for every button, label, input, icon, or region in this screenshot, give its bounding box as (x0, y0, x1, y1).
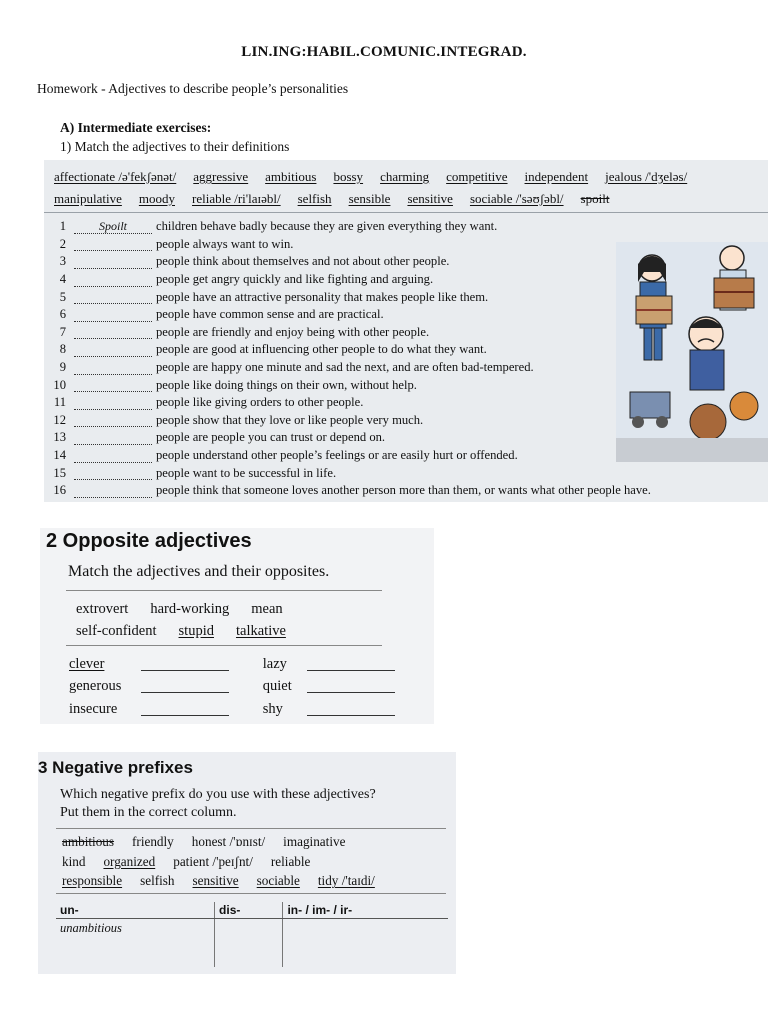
word-spoilt-crossed: spoilt (580, 191, 610, 206)
instruction-line: Which negative prefix do you use with these adjectives? (60, 787, 376, 802)
exercise-1-instruction: 1) Match the adjectives to their definitions (60, 139, 290, 154)
spoilt-children-illustration (616, 242, 768, 462)
sentence-text: people are friendly and enjoy being with other people. (156, 324, 430, 339)
word-tidy: tidy /'taɪdi/ (317, 873, 375, 889)
sentence-number: 12 (53, 412, 66, 427)
word-bank (76, 598, 286, 642)
prefix-table-row (56, 919, 448, 968)
sentence-number: 15 (53, 465, 66, 480)
sentence-text: children behave badly because they are given everything they want. (156, 219, 498, 234)
document-title: LIN.ING:HABIL.COMUNIC.INTEGRAD. (241, 44, 527, 60)
answer-blank[interactable] (141, 658, 229, 671)
answer-blank[interactable] (74, 484, 152, 498)
sentence-text: people like doing things on their own, without help. (156, 377, 417, 392)
instruction-line: Put them in the correct column. (60, 805, 237, 820)
answer-blank[interactable] (74, 413, 152, 427)
answer-blank[interactable] (141, 680, 229, 693)
word-patient: patient /'peɪʃnt/ (173, 853, 253, 869)
word-ambitious: ambitious (265, 169, 317, 184)
word-extrovert: extrovert (76, 601, 129, 617)
answer-blank[interactable] (307, 658, 395, 671)
word-bossy: bossy (333, 169, 364, 184)
divider (44, 212, 768, 213)
word-ambitious-crossed: ambitious (62, 834, 115, 849)
sentence-number: 4 (59, 272, 66, 287)
answer-blank[interactable] (307, 680, 395, 693)
prefix-table-header (56, 902, 448, 919)
word-self-confident: self-confident (76, 623, 157, 639)
sentence-text: people want to be successful in life. (156, 465, 337, 480)
section-a-heading: A) Intermediate exercises: (60, 120, 212, 135)
sentence-number: 8 (59, 342, 66, 357)
answer-blank[interactable] (74, 325, 152, 339)
word-bank-row (62, 871, 375, 891)
word-selfish: selfish (140, 873, 175, 889)
exercise-3-heading: 3 Negative prefixes (38, 758, 193, 777)
answer-blank[interactable] (307, 703, 395, 716)
sentence-number: 16 (53, 483, 66, 498)
cell-in-im-ir[interactable] (283, 919, 448, 968)
word-imaginative: imaginative (283, 834, 346, 849)
sentence-text: people get angry quickly and like fighting and arguing. (156, 272, 434, 287)
word-selfish: selfish (297, 191, 332, 206)
word-affectionate: affectionate /ə'fekʃənət/ (54, 169, 177, 184)
word-bank-row (62, 852, 375, 872)
word-moody: moody (138, 191, 175, 206)
sentence-number: 9 (59, 360, 66, 375)
word-bank-row (62, 832, 375, 852)
word-bank-row (54, 166, 768, 188)
word-stupid: stupid (178, 623, 214, 639)
opposite-pairs (69, 653, 429, 721)
exercise-3-instruction (60, 786, 376, 822)
word-mean: mean (251, 601, 283, 617)
sentence-number: 3 (59, 254, 66, 269)
word-kind: kind (62, 853, 86, 869)
cell-un[interactable]: unambitious (56, 919, 215, 968)
pair-row (69, 653, 429, 676)
pair-row (69, 698, 429, 721)
sentence-number: 7 (59, 324, 66, 339)
word-aggressive: aggressive (193, 169, 249, 184)
word-sociable: sociable (256, 873, 300, 889)
sentence-number: 5 (59, 289, 66, 304)
answer-blank[interactable] (74, 449, 152, 463)
word-reliable: reliable /ri'laɪəbl/ (192, 191, 281, 206)
sentence-text: people have common sense and are practical. (156, 307, 384, 322)
answer-blank[interactable] (141, 703, 229, 716)
word-hard-working: hard-working (150, 601, 230, 617)
word-bank-row (54, 188, 768, 210)
homework-heading: Homework - Adjectives to describe people’s personalities (37, 81, 349, 96)
column-in-im-ir: in- / im- / ir- (283, 902, 448, 919)
answer-blank[interactable] (74, 290, 152, 304)
word-bank (54, 166, 768, 210)
word-responsible: responsible (62, 873, 123, 889)
sentence-row (44, 482, 768, 500)
word-friendly: friendly (132, 834, 174, 849)
pair-right-word: shy (262, 700, 283, 717)
answer-blank[interactable] (74, 378, 152, 392)
pair-right-word: lazy (262, 655, 287, 672)
word-sensible: sensible (348, 191, 391, 206)
word-competitive: competitive (446, 169, 508, 184)
sentence-number: 2 (59, 236, 66, 251)
word-bank-row (76, 620, 286, 642)
word-talkative: talkative (235, 623, 286, 639)
sentence-number: 6 (59, 307, 66, 322)
sentence-text: people like giving orders to other people. (156, 395, 364, 410)
answer-blank[interactable] (74, 308, 152, 322)
word-sensitive: sensitive (192, 873, 239, 889)
prefix-table (56, 902, 448, 967)
sentence-text: people are people you can trust or depend on. (156, 430, 386, 445)
sentence-text: people are happy one minute and sad the next, and are often bad-tempered. (156, 360, 534, 375)
answer-blank[interactable] (74, 343, 152, 357)
column-un: un- (56, 902, 215, 919)
word-sensitive: sensitive (407, 191, 453, 206)
divider (66, 590, 382, 591)
word-bank-row (76, 598, 286, 620)
divider (56, 893, 446, 894)
answer-blank[interactable] (74, 273, 152, 287)
pair-left-word: generous (69, 678, 122, 695)
sentence-text: people show that they love or like people very much. (156, 412, 424, 427)
sentence-text: people think about themselves and not about other people. (156, 254, 450, 269)
sentence-row (44, 464, 768, 482)
word-independent: independent (524, 169, 589, 184)
pair-right-word: quiet (262, 678, 292, 695)
answer-blank[interactable] (74, 396, 152, 410)
word-jealous: jealous /'dʒeləs/ (605, 169, 688, 184)
word-reliable: reliable (270, 853, 311, 869)
exercise-2-heading: 2 Opposite adjectives (46, 530, 252, 552)
column-dis: dis- (215, 902, 283, 919)
answer-blank[interactable] (74, 361, 152, 375)
answer-blank[interactable]: Spoilt (74, 220, 152, 234)
word-honest: honest /'ɒnɪst/ (191, 834, 266, 849)
answer-blank[interactable] (74, 431, 152, 445)
word-organized: organized (103, 853, 156, 869)
pair-left-word: insecure (69, 700, 118, 717)
word-sociable: sociable /'səʊʃəbl/ (469, 191, 564, 206)
sentence-row (44, 218, 768, 236)
word-bank (62, 832, 375, 891)
sentence-text: people understand other people’s feelings or are easily hurt or offended. (156, 448, 518, 463)
divider (66, 645, 382, 646)
cell-dis[interactable] (215, 919, 283, 968)
sentence-text: people think that someone loves another person more than them, or wants what other people have. (156, 483, 651, 498)
sentence-number: 10 (53, 377, 66, 392)
exercise-1-panel (44, 160, 768, 502)
pair-row (69, 676, 429, 699)
sentence-text: people have an attractive personality that makes people like them. (156, 289, 489, 304)
word-charming: charming (380, 169, 430, 184)
sentence-number: 1 (59, 219, 66, 234)
answer-blank[interactable] (74, 237, 152, 251)
sentence-number: 14 (53, 448, 66, 463)
exercise-3-panel (38, 752, 456, 974)
sentence-number: 13 (53, 430, 66, 445)
sentence-text: people always want to win. (156, 236, 294, 251)
sentence-text: people are good at influencing other people to do what they want. (156, 342, 487, 357)
word-manipulative: manipulative (54, 191, 122, 206)
divider (56, 828, 446, 829)
exercise-2-instruction: Match the adjectives and their opposites. (68, 563, 330, 580)
answer-blank[interactable] (74, 255, 152, 269)
exercise-2-panel (40, 528, 434, 724)
pair-left-word: clever (69, 655, 105, 672)
answer-blank[interactable] (74, 466, 152, 480)
sentence-number: 11 (53, 395, 66, 410)
